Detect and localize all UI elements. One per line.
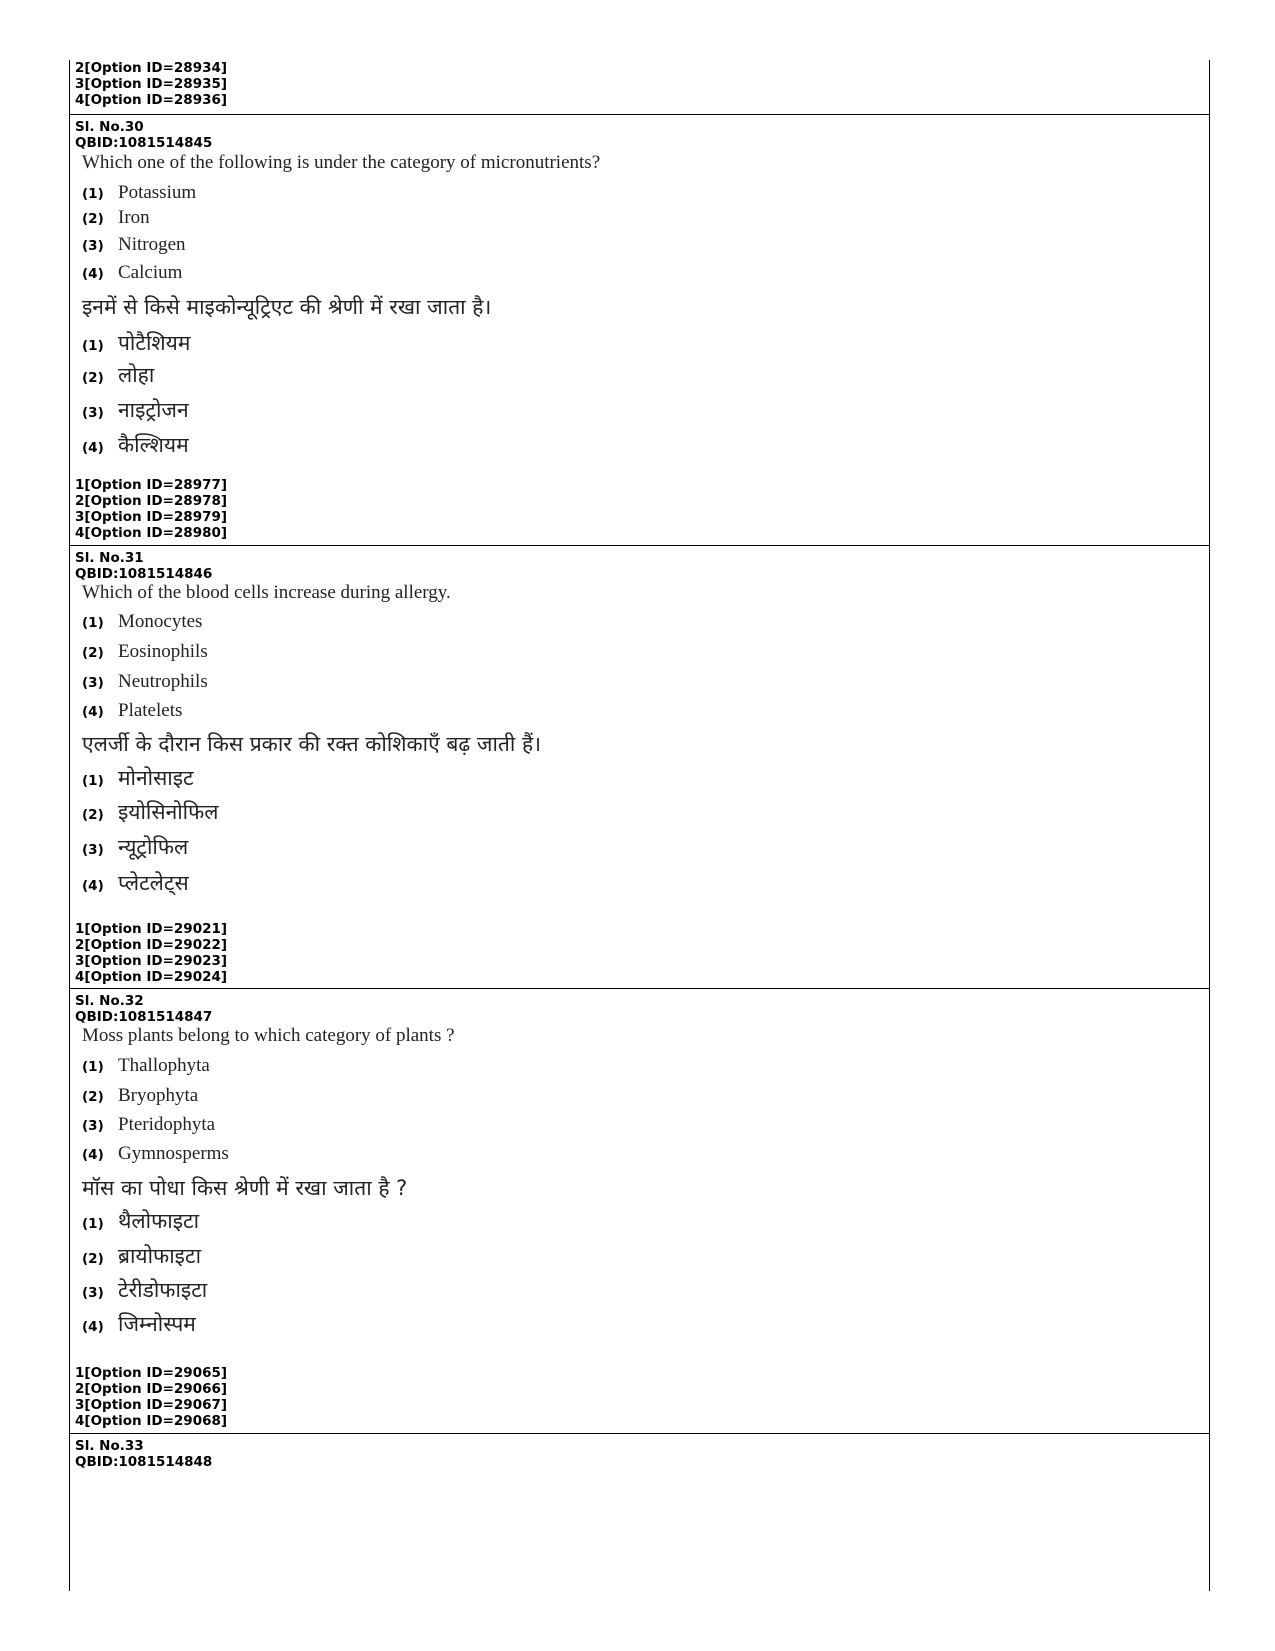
option-id: 3[Option ID=28935] — [75, 76, 228, 92]
english-option-2: (2) Iron — [82, 207, 150, 228]
english-option-1: (1) Potassium — [82, 182, 197, 203]
option-id-list — [75, 60, 227, 108]
hindi-option-3: (3) नाइट्रोजन — [82, 398, 189, 422]
question-text-hindi: मॉस का पोधा किस श्रेणी में रखा जाता है ? — [82, 1176, 408, 1200]
option-id-list — [75, 477, 227, 541]
option-id: 4[Option ID=28980] — [75, 525, 228, 541]
question-block-32 — [70, 989, 1209, 1434]
qbid: QBID:1081514845 — [75, 135, 213, 151]
serial-number: Sl. No.33 — [75, 1438, 144, 1454]
option-id: 1[Option ID=28977] — [75, 477, 228, 493]
hindi-option-3: (3) टेरीडोफाइटा — [82, 1278, 208, 1302]
option-id: 4[Option ID=29068] — [75, 1413, 228, 1429]
option-id: 3[Option ID=29023] — [75, 953, 228, 969]
english-option-3: (3) Nitrogen — [82, 234, 186, 255]
hindi-option-4: (4) प्लेटलेट्स — [82, 871, 189, 895]
option-id-list — [75, 1365, 227, 1429]
english-option-3: (3) Neutrophils — [82, 671, 208, 692]
question-text-english: Which of the blood cells increase during allergy. — [82, 582, 451, 603]
english-option-4: (4) Platelets — [82, 700, 183, 721]
serial-number: Sl. No.31 — [75, 550, 144, 566]
serial-number: Sl. No.32 — [75, 993, 144, 1009]
hindi-option-1: (1) मोनोसाइट — [82, 766, 194, 790]
hindi-option-1: (1) पोटैशियम — [82, 331, 191, 355]
option-id: 4[Option ID=28936] — [75, 92, 228, 108]
hindi-option-1: (1) थैलोफाइटा — [82, 1209, 200, 1233]
option-id: 3[Option ID=29067] — [75, 1397, 228, 1413]
hindi-option-3: (3) न्यूट्रोफिल — [82, 835, 189, 859]
english-option-3: (3) Pteridophyta — [82, 1114, 216, 1135]
option-id: 2[Option ID=28934] — [75, 60, 228, 76]
option-id: 4[Option ID=29024] — [75, 969, 228, 985]
hindi-option-2: (2) इयोसिनोफिल — [82, 800, 219, 824]
option-id: 1[Option ID=29065] — [75, 1365, 228, 1381]
option-id-list — [75, 921, 227, 985]
english-option-4: (4) Gymnosperms — [82, 1143, 229, 1164]
question-block-30 — [70, 115, 1209, 546]
question-block-31 — [70, 546, 1209, 989]
option-id: 1[Option ID=29021] — [75, 921, 228, 937]
hindi-option-4: (4) कैल्शियम — [82, 433, 189, 457]
qbid: QBID:1081514846 — [75, 566, 213, 582]
qbid: QBID:1081514848 — [75, 1454, 213, 1470]
option-id: 2[Option ID=28978] — [75, 493, 228, 509]
english-option-2: (2) Bryophyta — [82, 1085, 199, 1106]
hindi-option-4: (4) जिम्नोस्पम — [82, 1312, 196, 1336]
english-option-1: (1) Monocytes — [82, 611, 203, 632]
question-paper-frame — [69, 60, 1210, 1591]
question-text-english: Which one of the following is under the category of micronutrients? — [82, 152, 601, 173]
option-id: 2[Option ID=29066] — [75, 1381, 228, 1397]
english-option-4: (4) Calcium — [82, 262, 183, 283]
prev-question-fragment — [70, 60, 1209, 115]
option-id: 3[Option ID=28979] — [75, 509, 228, 525]
hindi-option-2: (2) लोहा — [82, 363, 155, 387]
english-option-2: (2) Eosinophils — [82, 641, 208, 662]
english-option-1: (1) Thallophyta — [82, 1055, 210, 1076]
hindi-option-2: (2) ब्रायोफाइटा — [82, 1244, 202, 1268]
option-id: 2[Option ID=29022] — [75, 937, 228, 953]
question-text-english: Moss plants belong to which category of plants ? — [82, 1025, 455, 1046]
question-text-hindi: इनमें से किसे माइकोन्यूट्रिएट की श्रेणी में रखा जाता है। — [82, 295, 492, 319]
serial-number: Sl. No.30 — [75, 119, 144, 135]
question-text-hindi: एलर्जी के दौरान किस प्रकार की रक्त कोशिकाएँ बढ़ जाती हैं। — [82, 732, 542, 756]
qbid: QBID:1081514847 — [75, 1009, 213, 1025]
